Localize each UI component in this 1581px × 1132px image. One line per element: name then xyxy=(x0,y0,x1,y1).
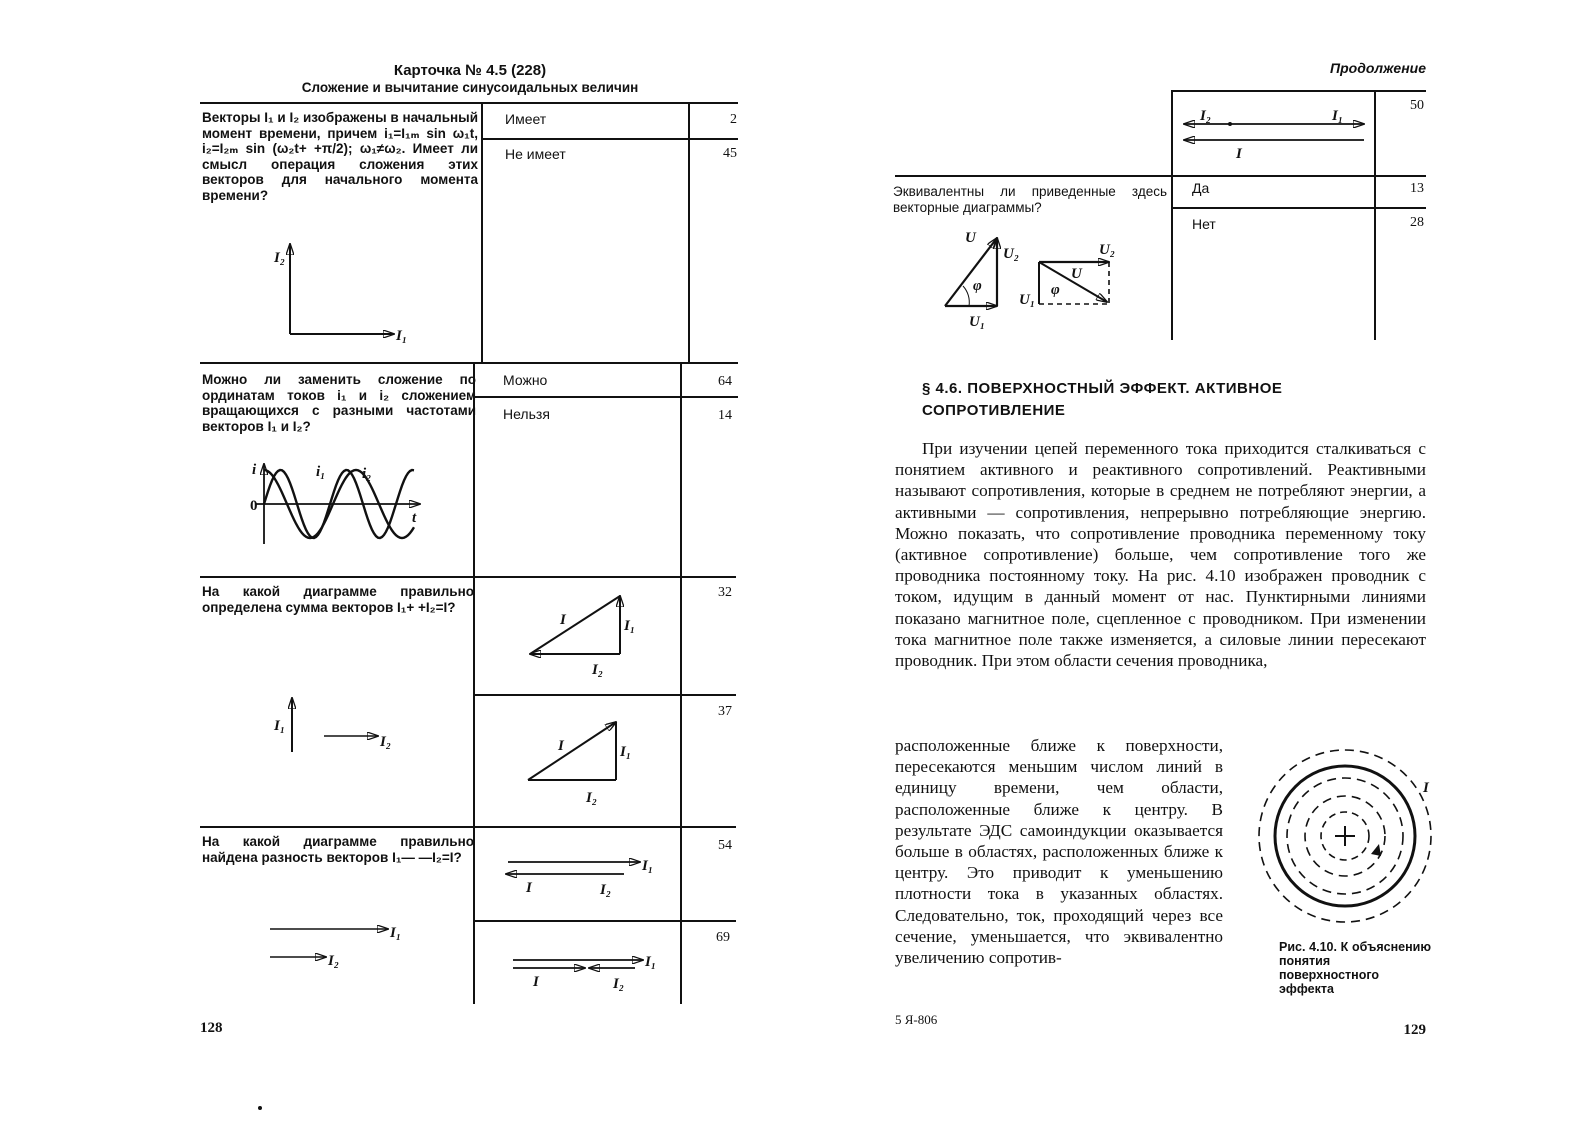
answer-diagram[interactable] xyxy=(505,948,675,998)
table-rule xyxy=(481,102,483,364)
vector-label: I xyxy=(526,880,532,896)
table-rule xyxy=(473,364,475,1004)
table-rule xyxy=(482,138,738,140)
answer-ref: 32 xyxy=(718,585,732,600)
question-text: Векторы I₁ и I₂ изображены в начальный момент времени, причем i₁=I₁ₘ sin ω₁t, i₂=I₂ₘ sin (ω₂t+ +π/2); ω₁≠ω₂. Имеет ли смысл операция сложения этих векторов для начального момента времени? xyxy=(202,110,478,203)
table-rule xyxy=(1171,90,1173,340)
answer-ref: 28 xyxy=(1410,215,1424,230)
page-number: 128 xyxy=(200,1020,223,1036)
section-heading: § 4.6. ПОВЕРХНОСТНЫЙ ЭФФЕКТ. АКТИВНОЕ СОПРОТИВЛЕНИЕ xyxy=(922,380,1283,419)
answer-ref: 50 xyxy=(1410,98,1424,113)
answer-diagram[interactable] xyxy=(520,590,660,690)
vector-label: I₂ xyxy=(586,790,598,806)
vector-label: I₁ xyxy=(645,954,657,970)
table-rule xyxy=(680,364,682,1004)
table-rule xyxy=(895,175,1426,177)
table-rule xyxy=(688,102,690,364)
answer-label[interactable]: Нельзя xyxy=(503,406,550,422)
vector-label: I₂ xyxy=(380,734,392,750)
curve-label: i₁ xyxy=(316,464,326,480)
vector-label: I₁ xyxy=(624,618,636,634)
answer-ref: 13 xyxy=(1410,181,1424,196)
vector-label: I₁ xyxy=(620,744,632,760)
vector-label: I₂ xyxy=(328,953,340,969)
skin-effect-figure xyxy=(1255,750,1445,940)
answer-ref: 64 xyxy=(718,374,732,389)
card-header xyxy=(200,62,740,96)
vector-label: I₂ xyxy=(274,250,286,266)
vector-label: I₂ xyxy=(1200,108,1212,124)
table-rule xyxy=(474,396,738,398)
vector-label: I₁ xyxy=(642,858,654,874)
print-signature: 5 Я-806 xyxy=(895,1012,938,1027)
vector-label: U₂ xyxy=(1099,242,1116,258)
table-rule xyxy=(200,576,736,578)
current-label: I xyxy=(1423,780,1429,796)
card-subtitle: Сложение и вычитание синусоидальных величин xyxy=(301,80,639,95)
answer-ref: 14 xyxy=(718,408,732,423)
vector-label: I₂ xyxy=(613,976,625,992)
answer-ref: 69 xyxy=(716,930,730,945)
vector-label: I₂ xyxy=(592,662,604,678)
vector-label: U₁ xyxy=(1019,292,1036,308)
question-text: Эквивалентны ли приведенные здесь векторные диаграммы? xyxy=(893,184,1167,215)
card-title: Карточка № 4.5 (228) xyxy=(393,62,547,79)
vector-label: I₁ xyxy=(274,718,286,734)
body-paragraph: расположенные ближе к поверхности, пересекаются меньшим числом линий в единицу времени, чем области, расположенные ближе к центру. В результате ЭДС самоиндукции оказывается больше в областях, расположенных ближе к центру. Это приводит к уменьшению плотности тока в указанных областях. Следовательно, ток, проходящий через все сечение, уменьшается, что эквивалентно увеличению сопротив- xyxy=(895,736,1223,968)
phi-label: φ xyxy=(973,278,982,294)
axis-label: i xyxy=(252,462,257,478)
vector-diagram xyxy=(266,915,416,975)
vector-label: I xyxy=(533,974,539,990)
vector-diagram xyxy=(270,240,420,350)
speck xyxy=(258,1106,262,1110)
answer-label[interactable]: Имеет xyxy=(505,111,547,127)
table-rule xyxy=(1172,90,1426,92)
answer-label[interactable]: Да xyxy=(1192,180,1210,196)
vector-label: I₁ xyxy=(396,328,408,344)
answer-label[interactable]: Не имеет xyxy=(505,146,566,162)
page-number: 129 xyxy=(1403,1022,1426,1038)
continuation-label: Продолжение xyxy=(1330,60,1426,76)
figure-caption: Рис. 4.10. К объяснению понятия поверхностного эффекта xyxy=(1279,940,1431,996)
vector-label: U₁ xyxy=(969,314,986,330)
answer-ref: 45 xyxy=(723,146,737,161)
answer-ref: 54 xyxy=(718,838,732,853)
vector-label: I xyxy=(560,612,566,628)
vector-label: I xyxy=(1236,146,1242,162)
vector-label: U xyxy=(1071,266,1082,282)
table-rule xyxy=(200,826,736,828)
vector-label: I xyxy=(558,738,564,754)
body-paragraph: При изучении цепей переменного тока приходится сталкиваться с понятием активного и реактивного сопротивлений. Реактивными называют сопротивления, которые в среднем не потребляют энергии, а активными — сопротивления, непрерывно потребляющие энергию. Можно показать, что сопротивление проводника переменному току (активное сопротивление) больше, чем сопротивление того же проводника постоянному току. На рис. 4.10 изображен проводник с током, идущим в данный момент от нас. Пунктирными линиями показано магнитное поле, сцепленное с проводником. При изменении тока магнитное поле также изменяется, а силовые линии пересекают проводник. При этом области сечения проводника, xyxy=(895,439,1426,671)
vector-label: I₁ xyxy=(390,925,402,941)
answer-label[interactable]: Можно xyxy=(503,372,548,388)
answer-ref: 2 xyxy=(730,112,737,127)
origin-label: 0 xyxy=(250,498,258,514)
answer-diagram[interactable] xyxy=(500,850,670,900)
table-rule xyxy=(474,694,736,696)
vector-label: U xyxy=(965,230,976,246)
axis-label: t xyxy=(412,510,417,526)
answer-diagram[interactable] xyxy=(520,710,660,810)
question-text: На какой диаграмме правильно определена сумма векторов I₁+ +I₂=I? xyxy=(202,584,474,615)
question-text: Можно ли заменить сложение по ординатам токов i₁ и i₂ сложением вращающихся с разными частотами векторов I₁ и I₂? xyxy=(202,372,476,434)
vector-diagram xyxy=(268,690,408,760)
phi-label: φ xyxy=(1051,282,1060,298)
vector-label: I₂ xyxy=(600,882,612,898)
vector-label: U₂ xyxy=(1003,246,1020,262)
table-rule xyxy=(200,362,738,364)
sine-waves-graph xyxy=(248,460,428,550)
table-rule xyxy=(1172,207,1426,209)
question-text: На какой диаграмме правильно найдена разность векторов I₁— —I₂=I? xyxy=(202,834,474,865)
table-rule xyxy=(474,920,736,922)
vector-label: I₁ xyxy=(1332,108,1344,124)
voltage-triangles xyxy=(935,228,1135,338)
table-rule xyxy=(200,102,738,104)
answer-ref: 37 xyxy=(718,704,732,719)
answer-diagram[interactable] xyxy=(1178,100,1378,160)
curve-label: i₂ xyxy=(362,466,372,482)
answer-label[interactable]: Нет xyxy=(1192,216,1216,232)
